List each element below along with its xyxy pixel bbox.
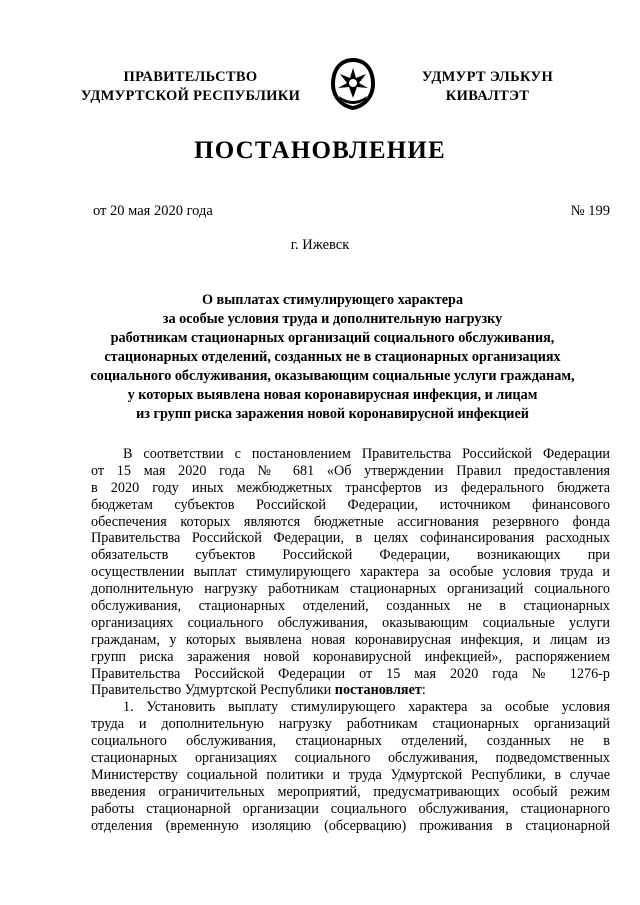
document-title: ПОСТАНОВЛЕНИЕ bbox=[194, 137, 446, 164]
body-line: в 2020 году иных межбюджетных трансфертов из федерального бюджета bbox=[91, 479, 610, 496]
subject-line: работникам стационарных организаций социального обслуживания, bbox=[110, 330, 555, 346]
header-line: ПРАВИТЕЛЬСТВО bbox=[123, 69, 258, 85]
subject-line: социального обслуживания, оказывающим социальные услуги гражданам, bbox=[90, 368, 575, 384]
body-line: введения ограничительных мероприятий, предусматривающих особый режим bbox=[91, 783, 610, 800]
body-line: В соответствии с постановлением Правительства Российской Федерации bbox=[123, 446, 610, 462]
body-line: работы стационарной организации социального обслуживания, стационарного bbox=[91, 800, 610, 817]
body-line: Правительства Российской Федерации, в целях софинансирования расходных bbox=[91, 530, 610, 547]
body-line: обязательств субъектов Российской Федерации, возникающих при bbox=[91, 547, 610, 564]
body-line-decree: Правительство Удмуртской Республики постановляет: bbox=[91, 682, 426, 699]
document-date: от 20 мая 2020 года bbox=[93, 203, 213, 219]
body-line: дополнительную нагрузку работникам стационарных организаций социального bbox=[91, 581, 610, 598]
subject-line: О выплатах стимулирующего характера bbox=[201, 292, 464, 308]
document-body bbox=[91, 446, 610, 834]
body-line: бюджетам субъектов Российской Федерации, источником финансового bbox=[91, 496, 610, 513]
document-number: № 199 bbox=[570, 203, 610, 219]
body-line: гражданам, у которых выявлена новая коронавирусная инфекция, и лицам из bbox=[91, 631, 610, 648]
body-line: организациях социального обслуживания, оказывающим социальные услуги bbox=[91, 614, 610, 631]
subject-line: из групп риска заражения новой коронавирусной инфекцией bbox=[136, 406, 529, 422]
body-line: Правительства Российской Федерации от 15 мая 2020 года № 1276-р bbox=[91, 665, 610, 682]
body-line: от 15 мая 2020 года № 681 «Об утверждении Правил предоставления bbox=[91, 462, 610, 479]
body-line-text: Правительство Удмуртской Республики bbox=[91, 682, 332, 699]
header-line: УДМУРТ ЭЛЬКУН bbox=[421, 69, 554, 85]
body-line: отделения (временную изоляцию (обсервацию) проживания в стационарной bbox=[91, 817, 610, 834]
body-line: обслуживания, стационарных отделений, созданных не в стационарных bbox=[91, 598, 610, 615]
header-line: УДМУРТСКОЙ РЕСПУБЛИКИ bbox=[80, 88, 301, 104]
decree-word: постановляет bbox=[334, 682, 422, 699]
subject-line: за особые условия труда и дополнительную нагрузку bbox=[162, 311, 503, 327]
document-city: г. Ижевск bbox=[290, 237, 350, 253]
subject-line: стационарных отделений, созданных не в стационарных организациях bbox=[104, 349, 561, 365]
body-line: обеспечения которых являются бюджетные ассигнования резервного фонда bbox=[91, 513, 610, 530]
subject-line: у которых выявлена новая коронавирусная инфекция, и лицам bbox=[127, 387, 538, 403]
document-subject bbox=[60, 291, 605, 424]
body-line: труда и дополнительную нагрузку работникам стационарных организаций bbox=[91, 716, 610, 733]
body-line: осуществлении выплат стимулирующего характера за особые условия труда и bbox=[91, 564, 610, 581]
body-line: социального обслуживания, стационарных отделений, созданных не в bbox=[91, 733, 610, 750]
header-government-name-ru bbox=[78, 68, 303, 106]
coat-of-arms-icon bbox=[328, 56, 378, 112]
header-government-name-udm bbox=[405, 68, 570, 106]
body-line: 1. Установить выплату стимулирующего характера за особые условия bbox=[123, 699, 610, 716]
header-line: КИВАЛТЭТ bbox=[445, 88, 530, 104]
body-line: стационарных организациях социального обслуживания, подведомственных bbox=[91, 750, 610, 767]
body-line: Министерству социальной политики и труда Удмуртской Республики, в случае bbox=[91, 766, 610, 783]
body-line: групп риска заражения новой коронавирусной инфекцией», распоряжением bbox=[91, 648, 610, 665]
